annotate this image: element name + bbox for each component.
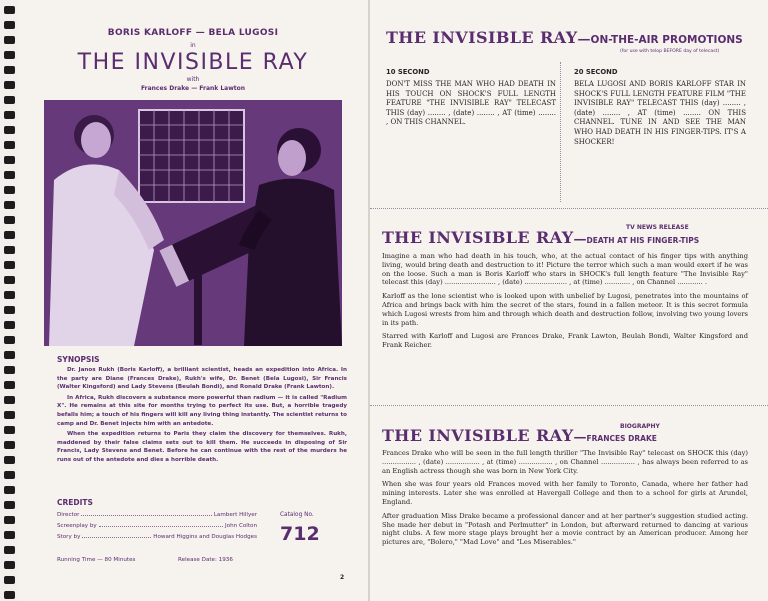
binding-ring [4,186,15,194]
bio-heading: FRANCES DRAKE [586,434,657,443]
promo-note: (for use with telop BEFORE day of telecast) [620,49,720,54]
news-paragraph: Imagine a man who had death in his touch, who, at the actual contact of his finger tips with anything living, would bring death and destruction to it! Picture the terror which such a man would exert if he was on the loose. Such a man is Boris Karloff who stars in SHOCK's full length feature "The Invisible Ray" telecast this (day) ........................ , (date) .................... , at (time) ............ , on Channel ............ . [382,252,748,287]
binding-ring [4,141,15,149]
binding-ring [4,381,15,389]
in-label: in [190,42,196,49]
synopsis-paragraph: When the expedition returns to Paris they claim the discovery for themselves. Rukh, maddened by their false claims sets out to kill them. He succeeds in disposing of Sir Francis, Lady Stevens and Benet. Before he can continue with the rest of the murders he runs out of the antedote and dies a horrible death. [57,431,347,463]
release-date: Release Date: 1936 [178,557,233,563]
binding-ring [4,501,15,509]
binding-ring [4,351,15,359]
film-still-photo [44,100,342,346]
binding-ring [4,276,15,284]
credit-value: John Colton [225,523,257,529]
bio-label: BIOGRAPHY [620,423,660,430]
catalog-number: 712 [280,523,320,545]
binding-ring [4,516,15,524]
column-divider [560,62,561,202]
binding-ring [4,576,15,584]
bio-title: THE INVISIBLE RAY—FRANCES DRAKE [382,426,657,445]
binding-ring [4,21,15,29]
section-divider [370,405,768,406]
binding-ring [4,246,15,254]
with-label: with [186,76,200,83]
title-word: THE INVISIBLE RAY [386,28,578,47]
binding-ring [4,216,15,224]
binding-ring [4,591,15,599]
binding-ring [4,6,15,14]
news-heading: DEATH AT HIS FINGER-TIPS [586,236,700,245]
bio-paragraph: After graduation Miss Drake became a professional dancer and at her partner's suggestion studied acting. She made her debut in "Potash and Perlmutter" in London, but afterward returned to dancing at various night clubs. A few more stage plays brought her a movie contract by an American producer. Among her pictures are, "Bolero," "Mad Love" and "Les Miserables." [382,511,748,547]
binding-ring [4,456,15,464]
credits-heading: CREDITS [57,498,93,507]
binding-ring [4,51,15,59]
promo-heading: ON-THE-AIR PROMOTIONS [590,34,743,46]
binding-ring [4,366,15,374]
title-word: THE INVISIBLE RAY [382,228,574,247]
news-title: THE INVISIBLE RAY—DEATH AT HIS FINGER-TIPS [382,228,700,247]
binding-ring [4,96,15,104]
costar-billing: Frances Drake — Frank Lawton [140,85,246,92]
binding-ring [4,36,15,44]
binding-ring [4,201,15,209]
binding-ring [4,66,15,74]
bio-body [382,449,748,552]
bio-paragraph: Frances Drake who will be seen in the full length thriller "The Invisible Ray" telecast on SHOCK this (day) ................ , (date) ................ , at (time) ................ , on Channel ................ , has always been referred to as an English actress though she was born in New York City. [382,449,748,475]
credit-screenplay [57,523,257,529]
credit-story [57,534,257,540]
binding-ring [4,546,15,554]
binding-ring [4,396,15,404]
binding-ring [4,486,15,494]
running-time: Running Time — 80 Minutes [57,557,136,563]
news-paragraph: Starred with Karloff and Lugosi are Frances Drake, Frank Lawton, Beulah Bondi, Walter Kingsford and Frank Reicher. [382,332,748,350]
promo-title: THE INVISIBLE RAY—ON-THE-AIR PROMOTIONS [386,28,743,47]
credit-label: Screenplay by [57,523,97,529]
synopsis-paragraph: In Africa, Rukh discovers a substance more powerful than radium — it is called "Radium X". He remains at this site for months trying to perfect its use. But, a horrible tragedy befalls him; a touch of his fingers will kill any living thing instantly. The scientist returns to camp and Dr. Benet injects him with an antedote. [57,394,347,427]
left-page [18,0,368,601]
synopsis-heading: SYNOPSIS [57,355,100,364]
credit-value: Howard Higgins and Douglas Hodges [153,534,257,540]
binding-ring [4,561,15,569]
credit-label: Director [57,512,80,518]
binding-ring [4,231,15,239]
right-page [370,0,768,601]
binding-ring [4,321,15,329]
news-paragraph: Karloff as the lone scientist who is looked upon with unbelief by Lugosi, penetrates into the mountains of Africa and brings back with him the secret of the stars, found in a fallen meteor. It is this secret formula which Lugosi wrests from him and through which death and destruction follow, involving two young lovers in its path. [382,292,748,327]
spot-20-label: 20 SECOND [574,68,618,76]
spiral-binding [0,0,18,601]
spot-10-text: DON'T MISS THE MAN WHO HAD DEATH IN HIS TOUCH ON SHOCK'S FULL LENGTH FEATURE "THE INVISIBLE RAY" TELECAST THIS (day) ........ , (date) ........ , AT (time) ........ , ON THIS CHANNEL. [386,80,556,127]
binding-ring [4,156,15,164]
film-title: THE INVISIBLE RAY [77,50,309,75]
news-label: TV NEWS RELEASE [626,224,689,231]
spot-20-text: BELA LUGOSI AND BORIS KARLOFF STAR IN SHOCK'S FULL LENGTH FEATURE FILM "THE INVISIBLE RAY" TELECAST THIS (day) ........ , (date) ........ , AT (time) ........ ON THIS CHANNEL. TUNE IN AND SEE THE MAN WHO HAD DEATH IN HIS FINGER-TIPS. IT'S A SHOCKER! [574,80,746,146]
binding-ring [4,441,15,449]
page-number: 2 [340,574,345,581]
credit-value: Lambert Hillyer [213,512,257,518]
binding-ring [4,471,15,479]
synopsis-text [57,366,347,467]
binding-ring [4,291,15,299]
credit-director [57,512,257,518]
binding-ring [4,261,15,269]
binding-ring [4,336,15,344]
news-body [382,252,748,355]
binding-ring [4,126,15,134]
binding-ring [4,171,15,179]
binding-ring [4,411,15,419]
credit-label: Story by [57,534,81,540]
star-billing: BORIS KARLOFF — BELA LUGOSI [107,28,279,38]
binding-ring [4,531,15,539]
bio-paragraph: When she was four years old Frances moved with her family to Toronto, Canada, where her father had mining interests. Later she was enrolled at Havergall College and then to a school for girls at Arundel, England. [382,480,748,506]
binding-ring [4,111,15,119]
section-divider [370,208,768,209]
title-word: THE INVISIBLE RAY [382,426,574,445]
binding-ring [4,306,15,314]
spot-10-label: 10 SECOND [386,68,430,76]
binding-ring [4,426,15,434]
binding-ring [4,81,15,89]
synopsis-paragraph: Dr. Janos Rukh (Boris Karloff), a brilliant scientist, heads an expedition into Africa. In the party are Diane (Frances Drake), Rukh's wife, Dr. Benet (Bela Lugosi), Sir Francis (Walter Kingsford) and Lady Stevens (Beulah Bondi), and Ronald Drake (Frank Lawton). [57,367,347,391]
catalog-label: Catalog No. [280,512,314,518]
